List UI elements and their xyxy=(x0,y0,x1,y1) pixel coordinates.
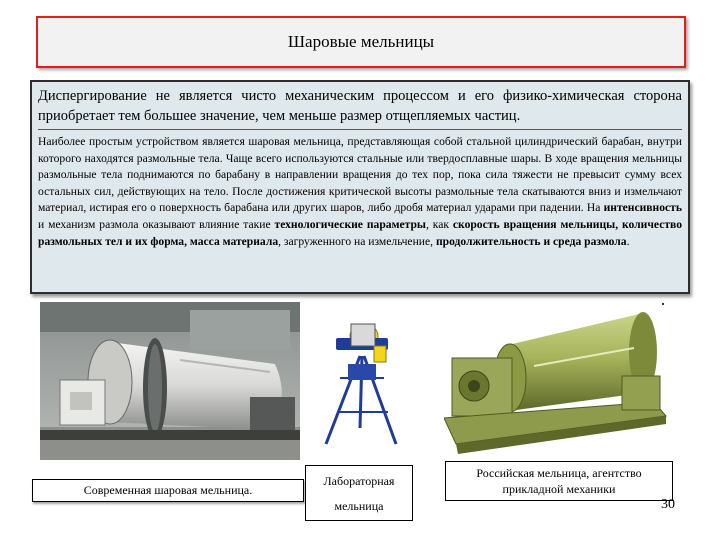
page-number: 30 xyxy=(661,497,675,512)
body-bold-4: продолжительность и среда размола xyxy=(435,234,627,248)
caption-modern-mill xyxy=(32,479,304,502)
body-text-2: и механизм размола оказывают влияние такие xyxy=(38,217,275,231)
body-paragraph xyxy=(38,134,682,250)
body-text-4: , загруженного на измельчение, xyxy=(278,234,436,248)
stray-dot xyxy=(662,303,664,305)
caption-modern-mill-text: Современная шаровая мельница. xyxy=(83,483,253,497)
content-panel xyxy=(30,80,690,294)
caption-lab-mill xyxy=(305,465,413,521)
body-text-3: , как xyxy=(425,217,453,231)
body-bold-2: технологические параметры xyxy=(274,217,426,231)
caption-russian-mill xyxy=(445,461,673,501)
body-text-1: Наиболее простым устройством является шаровая мельница, представляющая собой стальной цилиндрический барабан, внутри которого находятся размольные тела. Чаще всего используются стальные или твердосплавные шары. В ходе вращения мельницы размольные тела поднимаются по барабану в направлении вращения до тех пор, пока сила тяжести не превысит сумму всех остальных сил, действующих на тело. После достижения критической высоты размольные тела скатываются вниз и измельчают материал, истирая его о поверхность барабана или других шаров, либо дробя материал ударами при падении. На xyxy=(38,135,682,215)
panel-divider xyxy=(38,129,682,130)
body-bold-1: интенсивность xyxy=(603,201,682,215)
body-bold-3: скорость вращения мельницы, количество размольных тел и их форма, масса материала xyxy=(38,217,683,248)
caption-lab-mill-line2: мельница xyxy=(334,499,384,513)
caption-russian-mill-text: Российская мельница, агентство прикладной механики xyxy=(476,466,642,496)
body-text-5: . xyxy=(626,234,630,248)
lab-mill-photo xyxy=(316,316,406,448)
slide-title-box xyxy=(36,16,686,68)
caption-lab-mill-line1: Лабораторная xyxy=(323,474,395,488)
intro-paragraph: Диспергирование не является чисто механическим процессом и его физико-химическая сторона приобретает тем большее значение, чем меньше размер отщепляемых частиц. xyxy=(38,88,682,124)
slide-title: Шаровые мельницы xyxy=(287,32,435,51)
russian-ball-mill-photo xyxy=(444,306,670,456)
modern-ball-mill-photo xyxy=(40,302,300,460)
